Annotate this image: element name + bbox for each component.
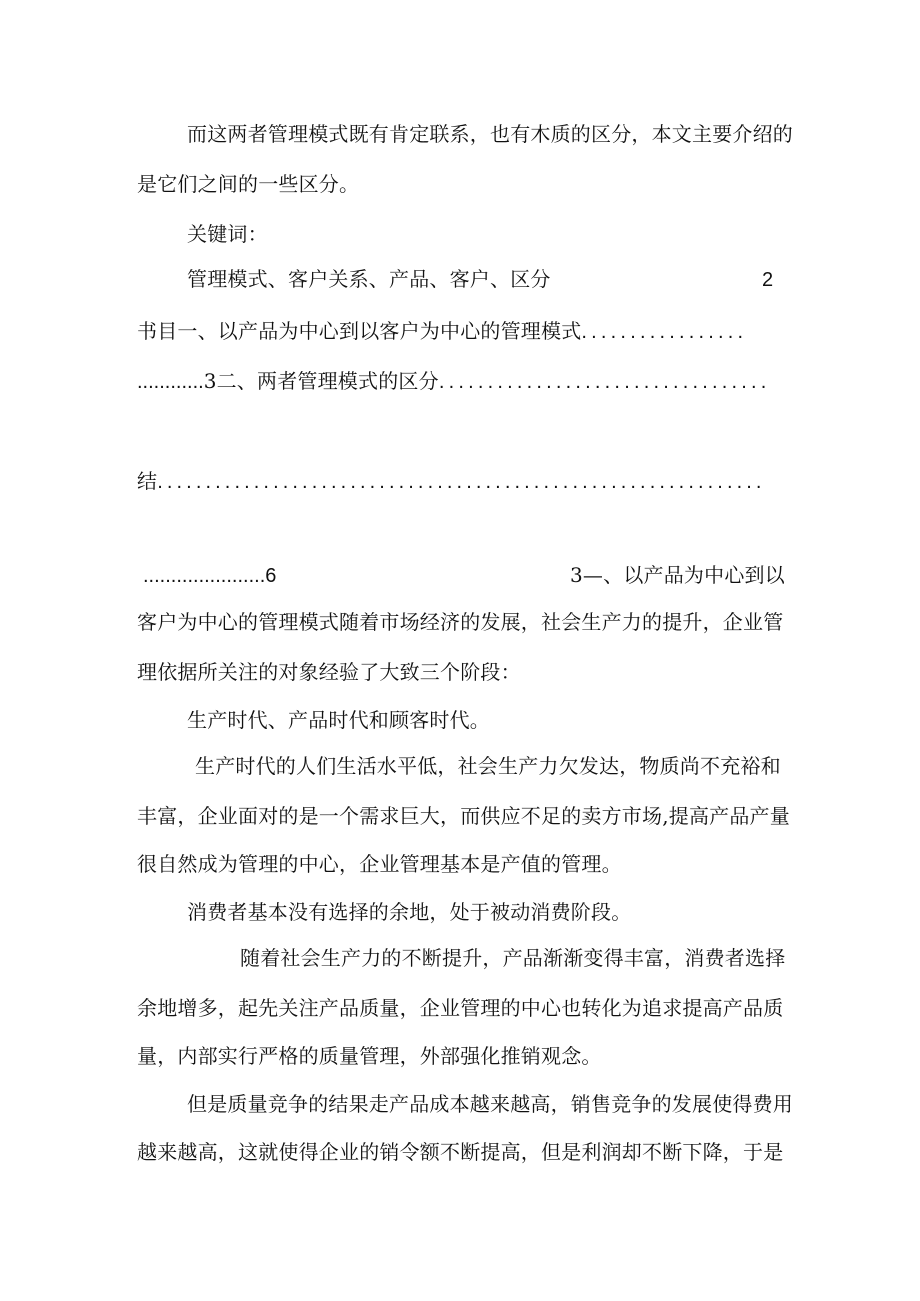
quality-era-line-2: 余地增多，起先关注产品质量，企业管理的中心也转化为追求提高产品质 bbox=[137, 996, 784, 1020]
toc-entry-1-dots: ................. bbox=[581, 321, 748, 343]
quality-era-line-1: 随着社会生产力的不断提升，产品渐渐变得丰富，消费者选择 bbox=[240, 946, 786, 970]
consumer-paragraph: 消费者基本没有选择的余地，处于被动消费阶段。 bbox=[187, 900, 632, 924]
competition-line-2: 越来越高，这就使得企业的销令额不断提高，但是利润却不断下降，于是 bbox=[137, 1140, 784, 1164]
toc-entry-3-dots: ............................................................... bbox=[157, 471, 766, 493]
keywords-page-number: 2 bbox=[762, 269, 774, 291]
toc-entry-2-text: 3二、两者管理模式的区分 bbox=[203, 369, 439, 393]
production-era-line-1: 生产时代的人们生活水平低，社会生产力欠发达，物质尚不充裕和 bbox=[195, 754, 781, 778]
production-era-line-3: 很自然成为管理的中心，企业管理基本是产值的管理。 bbox=[137, 852, 622, 876]
section-1-heading-start: 3—、以产品为中心到以 bbox=[570, 563, 785, 587]
keywords-label: 关键词： bbox=[187, 222, 268, 246]
toc-entry-1-text: 书目一、以产品为中心到以客户为中心的管理模式 bbox=[137, 319, 582, 343]
production-era-line-2: 丰富，企业面对的是一个需求巨大，而供应不足的卖方市场,提高产品产量 bbox=[137, 804, 790, 828]
toc-entry-3-text: 结 bbox=[137, 469, 158, 493]
toc-line-1 bbox=[137, 317, 747, 346]
competition-line-1: 但是质量竞争的结果走产品成本越来越高，销售竞争的发展使得费用 bbox=[187, 1092, 793, 1116]
toc-entry-2-leading-dots: ............ bbox=[137, 371, 204, 393]
toc-line-4 bbox=[143, 561, 277, 590]
section-1-line-2: 客户为中心的管理模式随着市场经济的发展，社会生产力的提升，企业管 bbox=[137, 610, 784, 634]
toc-entry-4-dots: ...................... bbox=[143, 565, 266, 587]
toc-entry-2-dots: .................................. bbox=[438, 371, 771, 393]
section-1-line-3: 理依据所关注的对象经验了大致三个阶段： bbox=[137, 660, 521, 684]
keywords-list: 管理模式、客户关系、产品、客户、区分 bbox=[187, 267, 551, 291]
toc-entry-4-page-number: 6 bbox=[265, 565, 277, 587]
quality-era-line-3: 量，内部实行严格的质量管理，外部强化推销观念。 bbox=[137, 1044, 602, 1068]
stages-paragraph: 生产时代、产品时代和顾客时代。 bbox=[187, 708, 490, 732]
intro-paragraph-line-2: 是它们之间的一些区分。 bbox=[137, 172, 360, 196]
toc-line-3 bbox=[137, 467, 766, 496]
toc-line-2 bbox=[137, 367, 771, 396]
intro-paragraph-line-1: 而这两者管理模式既有肯定联系，也有木质的区分，本文主要介绍的 bbox=[187, 122, 793, 146]
